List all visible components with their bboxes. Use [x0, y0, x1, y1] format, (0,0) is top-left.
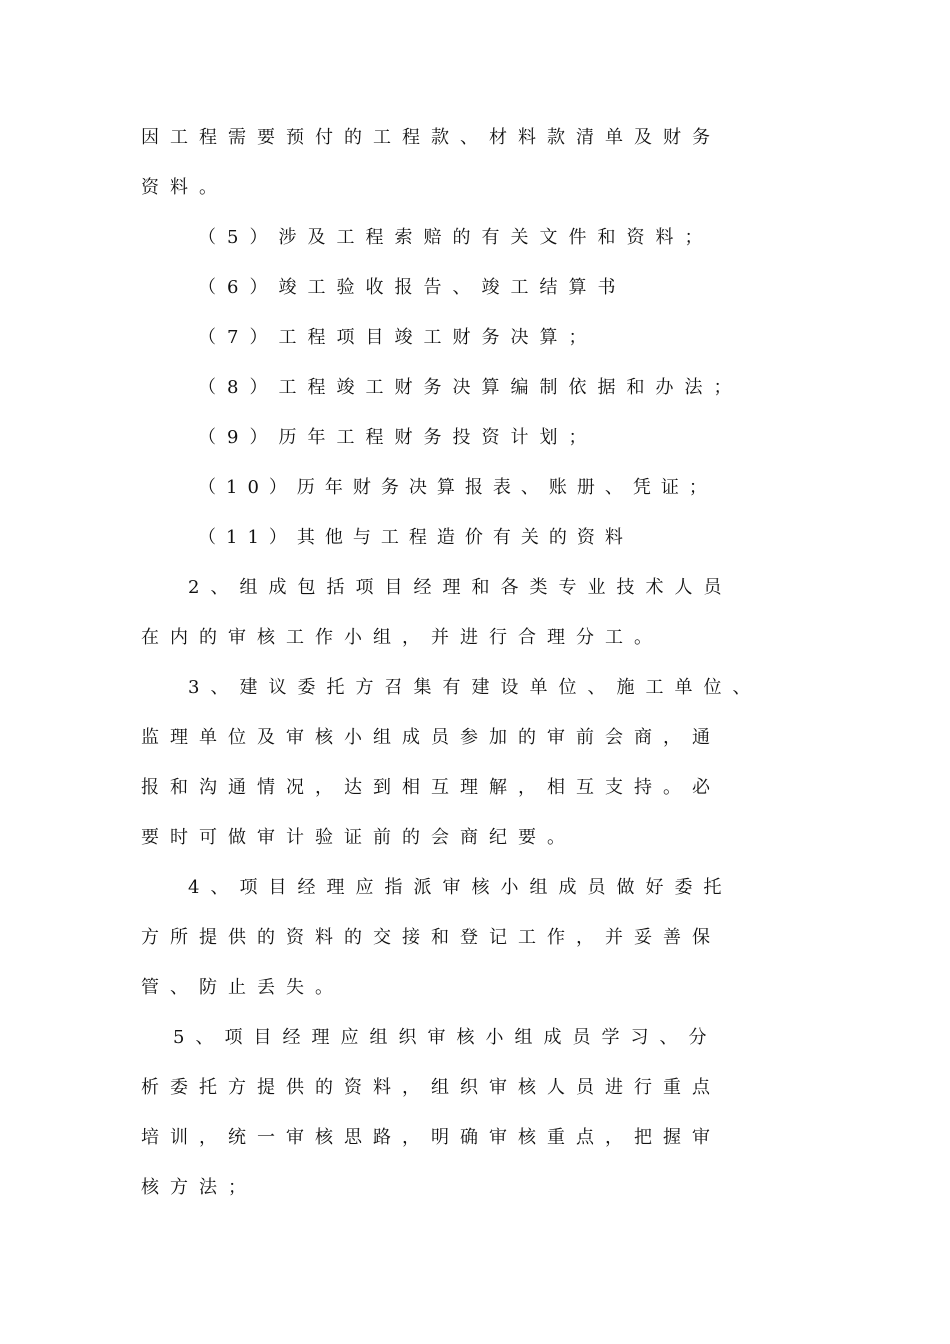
text-line-6: （8）工程竣工财务决算编制依据和办法； [198, 377, 743, 398]
text-line-8: （10）历年财务决算报表、账册、凭证； [198, 477, 717, 498]
text-line-21: 培训，统一审核思路，明确审核重点，把握审 [141, 1127, 721, 1148]
text-line-7: （9）历年工程财务投资计划； [198, 427, 598, 448]
text-line-10: 2、组成包括项目经理和各类专业技术人员 [188, 577, 733, 598]
text-line-18: 管、防止丢失。 [141, 977, 344, 998]
text-line-2: 资料。 [141, 177, 228, 198]
text-line-20: 析委托方提供的资料，组织审核人员进行重点 [141, 1077, 721, 1098]
text-line-3: （5）涉及工程索赔的有关文件和资料； [198, 227, 714, 248]
text-line-19: 5、项目经理应组织审核小组成员学习、分 [173, 1027, 718, 1048]
text-line-13: 监理单位及审核小组成员参加的审前会商，通 [141, 727, 721, 748]
text-line-15: 要时可做审计验证前的会商纪要。 [141, 827, 576, 848]
text-line-4: （6）竣工验收报告、竣工结算书 [198, 277, 627, 298]
text-line-5: （7）工程项目竣工财务决算； [198, 327, 598, 348]
text-line-22: 核方法； [141, 1177, 257, 1198]
text-line-16: 4、项目经理应指派审核小组成员做好委托 [188, 877, 733, 898]
text-line-11: 在内的审核工作小组，并进行合理分工。 [141, 627, 663, 648]
text-line-12: 3、建议委托方召集有建设单位、施工单位、 [188, 677, 762, 698]
text-line-9: （11）其他与工程造价有关的资料 [198, 527, 633, 548]
text-line-1: 因工程需要预付的工程款、材料款清单及财务 [141, 127, 721, 148]
text-line-17: 方所提供的资料的交接和登记工作，并妥善保 [141, 927, 721, 948]
text-line-14: 报和沟通情况，达到相互理解，相互支持。必 [141, 777, 721, 798]
